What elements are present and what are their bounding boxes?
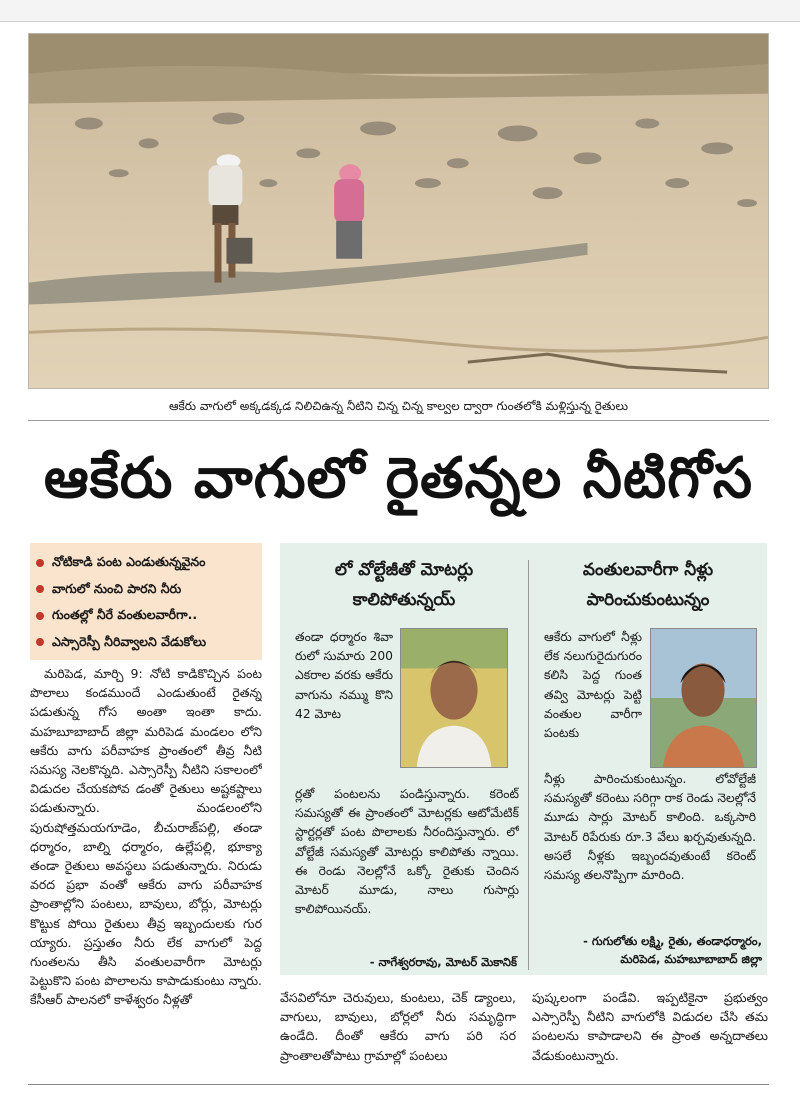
side-right-text-a: ఆకేరు వాగులో నీళ్లు లేక నలుగురైదుగురం కలిసి పెద్ద గుంత తవ్వి మోటర్లు పెట్టి వంతుల వారీగా పంటకు xyxy=(544,630,642,741)
story-continuation-left: వేసవిలోనూ చెరువులు, కుంటలు, చెక్ డ్యాంలు, వాగులు, బావులు, బోర్లలో నీరు సమృద్ధిగా ఉండేది. దీంతో ఆకేరు వాగు పరి సర ప్రాంతాలతోపాటు గ్రామాల్లో పంటలు xyxy=(280,990,516,1063)
bullet-icon xyxy=(36,638,44,646)
highlights-box xyxy=(30,543,262,660)
news-photo xyxy=(28,33,769,389)
dry-riverbed-illustration xyxy=(29,34,768,388)
side-left-text-a: తండా ధర్మారం శివా రులో సుమారు 200 ఎకరాల వరకు ఆకేరు వాగును నమ్ము కొని 42 మోట xyxy=(295,630,393,721)
side-right-text-b: నీళ్లు పారించుకుంటున్నం. లోవోల్టేజీ సమస్యతో కరెంటు సరిగ్గా రాక రెండు నెలల్లోనే మూడు సార్లు మోటర్ కాలింది. ఒక్కసారి మోటర్ రిపేరుకు రూ.3 వేలు ఖర్చవుతున్నది. అసలే నీళ్లకు ఇబ్బందవుతుంటే కరెంట్ సమస్య తలనొప్పిగా మారింది. xyxy=(544,772,756,883)
side-right-credit: - గుగులోతు లక్ష్మి, రైతు, తండాధర్మారం, మరిపెడ, మహబూబాబాద్ జిల్లా xyxy=(583,934,762,966)
headline: ఆకేరు వాగులో రైతన్నల నీటిగోస xyxy=(43,446,754,511)
highlight-item: వాగులో నుంచి పారని నీరు xyxy=(36,576,256,603)
divider xyxy=(28,420,769,421)
story-continuation-right: పుష్కలంగా పండేవి. ఇప్పటికైనా ప్రభుత్వం ఎస్సారెస్పీ నీటిని వాగులోకి విడుదల చేసి తమ పంటలను కాపాడాలని ఈ ప్రాంత అన్నదాతలు వేడుకుంటున్నారు. xyxy=(532,990,768,1063)
bullet-icon xyxy=(36,585,44,593)
bullet-icon xyxy=(36,612,44,620)
side-right-heading: వంతులవారీగా నీళ్లు పారించుకుంటున్నం xyxy=(582,560,714,610)
photo-caption: ఆకేరు వాగులో అక్కడక్కడ నిలిచిఉన్న నీటిని చిన్న చిన్న కాల్వల ద్వారా గుంతలోకి మళ్లిస్తున్న రైతులు xyxy=(168,399,629,413)
side-left-credit: - నాగేశ్వరరావు, మోటర్ మెకానిక్ xyxy=(369,955,517,969)
highlight-item: గుంతల్లో నీరే వంతులవారీగా.. xyxy=(36,602,256,629)
bullet-icon xyxy=(36,559,44,567)
main-story-column xyxy=(30,664,262,1074)
highlight-item: ఎస్సారెస్పీ నీరివ్వాలని వేడుకోలు xyxy=(36,629,256,656)
side-left-heading: లో వోల్టేజీతో మోటర్లు కాలిపోతున్నయ్ xyxy=(334,560,474,610)
top-strip-text xyxy=(0,0,800,4)
bottom-divider xyxy=(28,1084,769,1085)
mechanic-portrait xyxy=(400,628,508,768)
side-left-text-b: ర్లతో పంటలను పండిస్తున్నారు. కరెంట్ సమస్యతో ఈ ప్రాంతంలో మోటర్లకు ఆటోమేటిక్ స్టార్టర్లతో పంట పొలాలకు నీరందిస్తున్నారు. లో వోల్టేజీ సమస్యతో మోటర్లు కాలిపోతు న్నాయి. ఈ రెండు నెలల్లోనే ఒక్కో రైతుకు చెందిన మోటర్ మూడు, నాలు గుసార్లు కాలిపోయినయ్. xyxy=(295,787,519,917)
main-story-text: మరిపెడ, మార్చి 9: నోటి కాడికొచ్చిన పంట పొలాలు కండముందే ఎండుతుంటే రైతన్న పడుతున్న గోస అంతా ఇంతా కాదు. మహబూబాబాద్ జిల్లా మరిపెడ మండలం లోని ఆకేరు వాగు పరీవాహక ప్రాంతంలో తీవ్ర నీటి సమస్య నెలకొన్నది. ఎస్సారెస్పీ నీటిని సకాలంలో విడుదల చేయకపోవ డంతో రైతులు అష్టకష్టాలు పడుతున్నారు. మండలంలోని పురుషోత్తమయగూడెం, బీచురాజ్‌పల్లి, తండా ధర్మారం, బాల్ని ధర్మారం, ఉల్లేపల్లి, భూక్యా తండా రైతులు అవస్థలు పడుతున్నారు. నిరుడు వరద ప్రభా వంతో ఆకేరు వాగు పరీవాహక ప్రాంతాల్లోని పంటలు, బావులు, బోర్లు, మోటర్లు కొట్టుక పోయి రైతులు తీవ్ర ఇబ్బందులకు గుర య్యారు. ప్రస్తుతం నీరు లేక వాగులో పెద్ద గుంతలను తీసి వంతులవారీగా మోటర్లు పెట్టుకొని పంట పొలాలను కాపాడుకుంటు న్నారు. కేసీఆర్ పాలనలో కాళేశ్వరం నీళ్లతో xyxy=(30,666,262,1008)
panel-divider xyxy=(528,560,529,970)
highlight-item: నోటికాడి పంట ఎండుతున్నవైనం xyxy=(36,549,256,576)
top-strip xyxy=(0,0,800,22)
farmer-portrait xyxy=(650,628,757,768)
